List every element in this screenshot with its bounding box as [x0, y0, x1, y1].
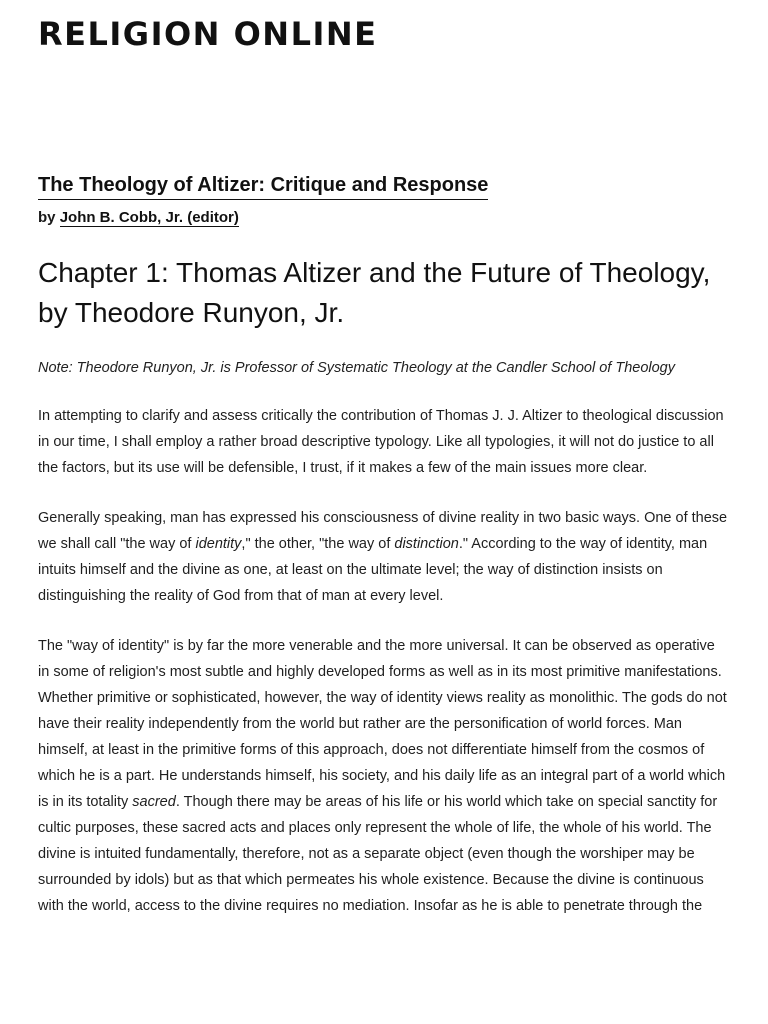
- paragraph-3-text-b: . Though there may be areas of his life or his world which take on special sanctity for cultic purposes, these sacred acts and places only represent the whole of life, the whole of his world. The divine is intuited fundamentally, therefore, not as a separate object (even though the worshiper may be surrounded by idols) but as that which permeates his whole existence. Because the divine is continuous with the world, access to the divine requires no mediation. Insofar as he is able to penetrate through the: [38, 794, 718, 914]
- paragraph-3: [38, 633, 730, 919]
- paragraph-2-text-c: ." According to the way of identity, man intuits himself and the divine as one, at least on the ultimate level; the way of distinction insists on distinguishing the reality of God from that of man at every level.: [38, 536, 708, 604]
- paragraph-2-emphasis-distinction: distinction: [394, 536, 459, 552]
- author-link[interactable]: John B. Cobb, Jr. (editor): [59, 209, 239, 226]
- book-title-link[interactable]: The Theology of Altizer: Critique and Response: [38, 172, 488, 200]
- paragraph-2-text-a: Generally speaking, man has expressed his consciousness of divine reality in two basic ways. One of these we shall call "the way of: [38, 510, 728, 552]
- paragraph-2-text-b: ," the other, "the way of: [241, 536, 395, 552]
- byline: [38, 208, 730, 228]
- author-note: Note: Theodore Runyon, Jr. is Professor of Systematic Theology at the Candler School of Theology: [38, 360, 675, 376]
- paragraph-2-emphasis-identity: identity: [195, 536, 242, 552]
- paragraph-1: In attempting to clarify and assess critically the contribution of Thomas J. J. Altizer to theological discussion in our time, I shall employ a rather broad descriptive typology. Like all typologies, it will not do justice to all the factors, but its use will be defensible, I trust, if it makes a few of the main issues more clear.: [38, 408, 724, 476]
- book-header: [38, 172, 730, 228]
- paragraph-3-emphasis-sacred: sacred: [132, 794, 176, 810]
- site-title[interactable]: RELIGION ONLINE: [38, 15, 378, 53]
- byline-prefix: by: [38, 209, 60, 226]
- chapter-title: Chapter 1: Thomas Altizer and the Future of Theology, by Theodore Runyon, Jr.: [38, 257, 711, 328]
- paragraph-3-text-a: The "way of identity" is by far the more venerable and the more universal. It can be observed as operative in some of religion's most subtle and highly developed forms as well as in its most primitive manifestations. Whether primitive or sophisticated, however, the way of identity views reality as monolithic. The gods do not have their reality independently from the world but rather are the personification of world forces. Man himself, at least in the primitive forms of this approach, does not differentiate himself from the cosmos of which he is a part. He understands himself, his society, and his daily life as an integral part of a world which is in its totality: [38, 638, 727, 810]
- paragraph-2: [38, 505, 730, 609]
